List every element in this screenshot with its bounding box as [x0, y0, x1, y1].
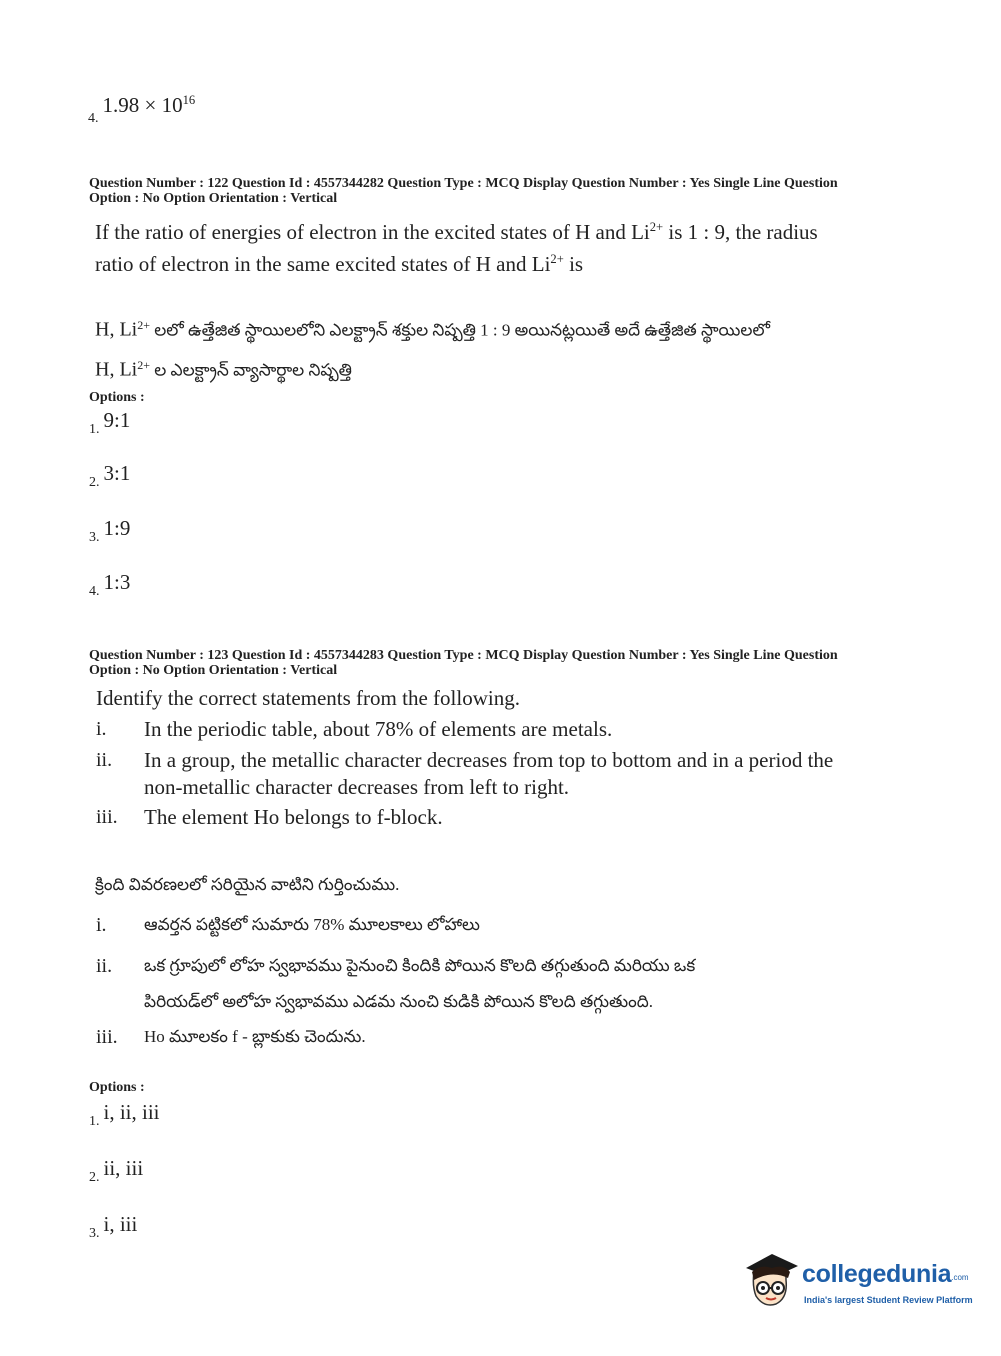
q123-meta — [89, 648, 949, 678]
option-text: 9:1 — [103, 408, 131, 432]
q123-option-1 — [89, 1100, 160, 1129]
option-number: 2. — [89, 475, 100, 490]
q122-option-4 — [89, 570, 131, 599]
option-number: 3. — [89, 530, 100, 545]
prev-question-option-4 — [88, 93, 196, 126]
q123-telugu-statement-1 — [96, 910, 896, 940]
statement-line: ఆవర్తన పట్టికలో సుమారు 78% మూలకాలు లోహాలు — [144, 915, 480, 934]
q123-english-statement-1 — [96, 716, 896, 743]
option-text: ii, iii — [103, 1156, 144, 1180]
brand-name: collegedunia — [802, 1260, 952, 1288]
q123-telugu-intro: క్రింది వివరణలలో సరియైన వాటిని గుర్తించుము. — [95, 875, 400, 894]
brand-tagline: India's largest Student Review Platform — [804, 1295, 973, 1305]
q123-telugu-statement-3 — [96, 1022, 896, 1052]
roman-numeral: i. — [96, 718, 107, 740]
statement-line: ఒక గ్రూపులో లోహ స్వభావము పైనుంచి కిందికి పోయిన కొలది తగ్గుతుంది మరియు ఒక — [144, 956, 696, 975]
q122-option-2 — [89, 461, 131, 490]
option-number: 4. — [88, 111, 99, 126]
option-text: 1:3 — [103, 570, 131, 594]
q122-meta-line2: Option : No Option Orientation : Vertical — [89, 191, 338, 206]
q122-meta — [89, 176, 949, 206]
roman-numeral: iii. — [96, 806, 118, 828]
q122-option-1 — [89, 408, 131, 437]
collegedunia-logo — [742, 1250, 972, 1318]
option-number: 1. — [89, 1114, 100, 1129]
brand-com: .com — [951, 1273, 969, 1282]
q123-english-statement-2 — [96, 747, 896, 801]
q123-options-label: Options : — [89, 1080, 145, 1095]
option-text: 3:1 — [103, 461, 131, 485]
option-number: 4. — [89, 584, 100, 599]
option-text: i, iii — [103, 1212, 138, 1236]
option-text: 1:9 — [103, 516, 131, 540]
roman-numeral: ii. — [96, 955, 113, 977]
statement-line: In a group, the metallic character decreases from top to bottom and in a period the — [144, 748, 834, 772]
q122-meta-line1: Question Number : 122 Question Id : 4557344282 Question Type : MCQ Display Question Number : Yes Single Line Question — [89, 176, 838, 191]
statement-line: In the periodic table, about 78% of elements are metals. — [144, 717, 613, 741]
q123-telugu-statement-2 — [96, 948, 896, 1020]
q122-options-label: Options : — [89, 390, 145, 405]
statement-line: The element Ho belongs to f-block. — [144, 805, 443, 829]
option-text: $1.98 \times 10^{16}$ — [102, 93, 196, 117]
statement-line: పిరియడ్‌లో అలోహ స్వభావము ఎడమ నుంచి కుడికి పోయిన కొలది తగ్గుతుంది. — [144, 992, 653, 1011]
q122-option-3 — [89, 516, 131, 545]
option-number: 3. — [89, 1226, 100, 1241]
q122-telugu-text: H, $Li^{2+}$ లలో ఉత్తేజిత స్థాయిలలోని ఎలక్ట్రాన్ శక్తుల నిష్పత్తి 1 : 9 అయినట్లయితే అదే ఉత్తేజిత స్థాయిలలో H, $Li^{2+}$ ల ఎలక్ట్రాన్ వ్యాసార్థాల నిష్పత్తి — [95, 318, 770, 381]
q123-meta-line2: Option : No Option Orientation : Vertical — [89, 663, 338, 678]
statement-line: Ho మూలకం f - బ్లాకుకు చెందును. — [144, 1027, 366, 1046]
option-number: 1. — [89, 422, 100, 437]
roman-numeral: i. — [96, 914, 107, 936]
q123-english-statement-3 — [96, 804, 896, 831]
q122-english-text: If the ratio of energies of electron in the excited states of H and $Li^{2+}$ is 1 : 9, the radius ratio of electron in the same excited states of H and $Li^{2+}$ is — [95, 220, 818, 276]
q123-option-2 — [89, 1156, 144, 1185]
q123-meta-line1: Question Number : 123 Question Id : 4557344283 Question Type : MCQ Display Question Number : Yes Single Line Question — [89, 648, 838, 663]
statement-line: non-metallic character decreases from left to right. — [144, 775, 570, 799]
roman-numeral: ii. — [96, 749, 113, 771]
q123-option-3 — [89, 1212, 138, 1241]
option-number: 2. — [89, 1170, 100, 1185]
roman-numeral: iii. — [96, 1026, 118, 1048]
collegedunia-mascot-logo-icon — [742, 1250, 800, 1312]
q123-english-intro: Identify the correct statements from the following. — [96, 686, 520, 710]
option-text: i, ii, iii — [103, 1100, 160, 1124]
